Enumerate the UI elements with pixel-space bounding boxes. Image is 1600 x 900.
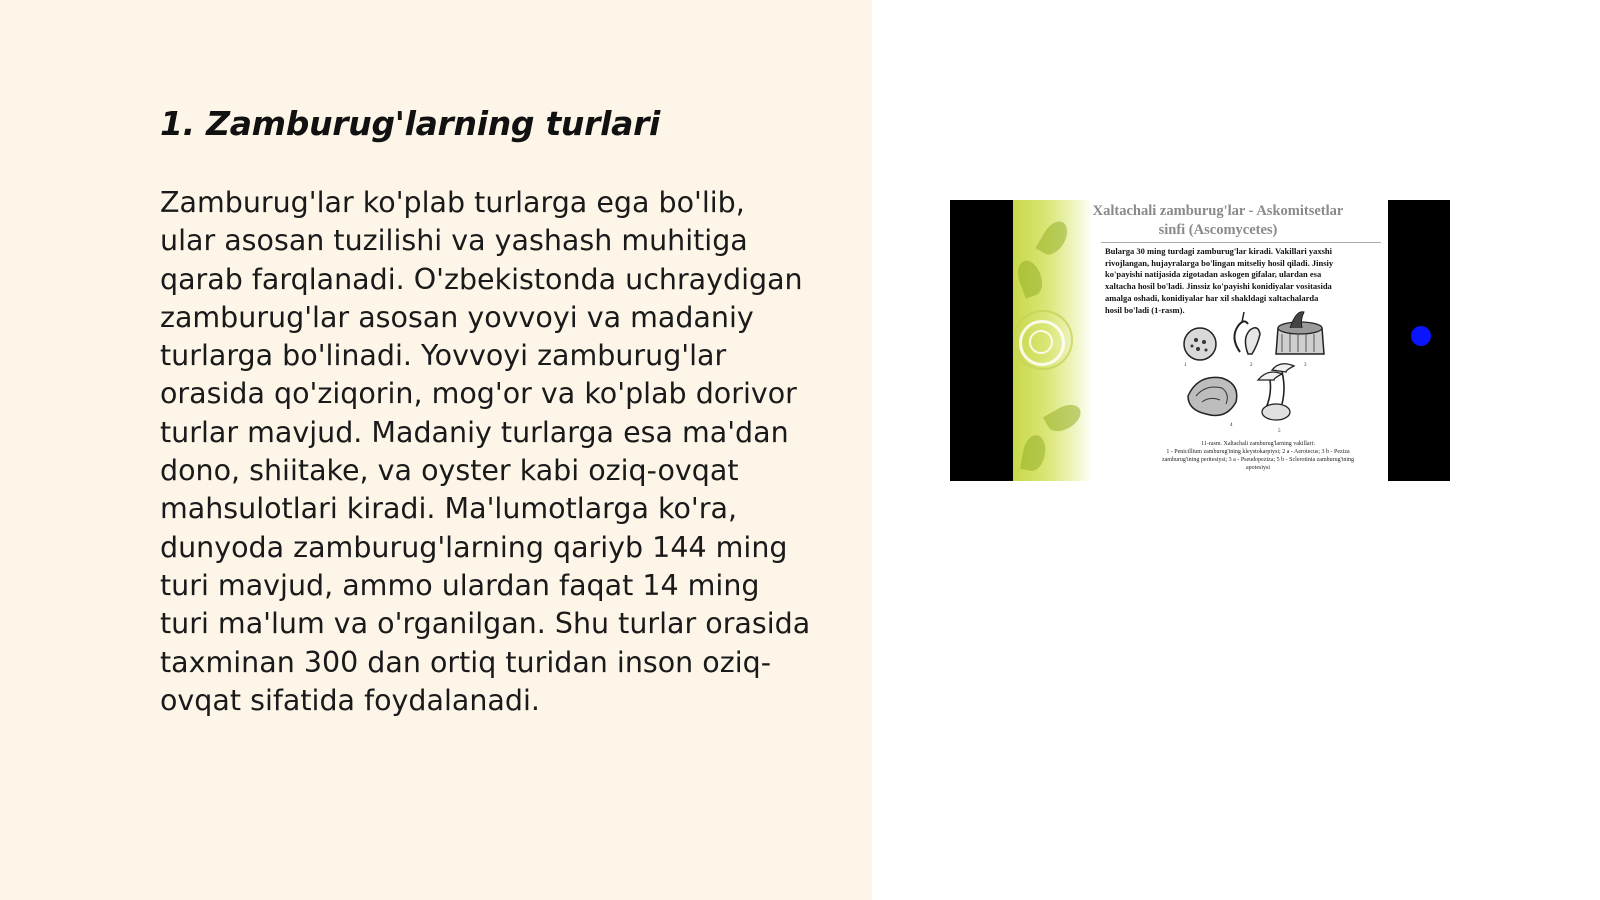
paragraph-line: turlarga bo'linadi. Yovvoyi zamburug'lar: [160, 339, 727, 373]
slide-paragraph-line: ko'payishi natijasida zigotadan askogen gifalar, ulardan esa: [1105, 269, 1322, 280]
cleistothecium-drawing: [1184, 328, 1216, 360]
embedded-slide-image: [950, 200, 1450, 481]
section-heading: 1. Zamburug'larning turlari: [160, 104, 661, 143]
leaf-ornament: [1014, 257, 1047, 298]
pointer-dot: [1411, 326, 1431, 346]
paragraph-line: taxminan 300 dan ortiq turidan inson oziq-: [160, 645, 771, 679]
figure-caption: [1133, 440, 1383, 472]
paragraph-line: orasida qo'ziqorin, mog'or va ko'plab dorivor: [160, 377, 797, 411]
paragraph-line: turi mavjud, ammo ulardan faqat 14 ming: [160, 568, 760, 602]
caption-line: 11-rasm. Xaltachali zamburug'larning vakillari:: [1201, 441, 1315, 447]
slide-paragraph-line: rivojlangan, hujayralarga bo'lingan mitseliy hosil qiladi. Jinsiy: [1105, 257, 1334, 268]
figure-label: 4: [1230, 423, 1233, 428]
section-paragraph: [160, 184, 850, 720]
apothecium-drawing: [1188, 377, 1237, 415]
paragraph-line: mahsulotlari kiradi. Ma'lumotlarga ko'ra,: [160, 492, 737, 526]
slide-paragraph-line: xaltacha hosil bo'ladi. Jinssiz ko'payishi konidiyalar vositasida: [1105, 281, 1332, 292]
fungi-illustration: [1178, 308, 1338, 438]
paragraph-line: turlar mavjud. Madaniy turlarga esa ma'dan: [160, 415, 789, 449]
leaf-ornament: [1043, 399, 1085, 436]
stalked-fungi-drawing: [1258, 364, 1294, 420]
caption-line: zamburug'ining peritesiysi; 3 a - Pseudopeziza; 5 b - Sclerotinia zamburug'ining: [1161, 457, 1355, 463]
paragraph-line: qarab farqlanadi. O'zbekistonda uchraydigan: [160, 262, 803, 296]
paragraph-line: dono, shiitake, va oyster kabi oziq-ovqat: [160, 454, 739, 488]
figure-label: 3: [1304, 363, 1307, 368]
figure-label: 2: [1250, 363, 1253, 368]
paragraph-line: zamburug'lar asosan yovvoyi va madaniy: [160, 300, 754, 334]
slide-paragraph-line: hosil bo'ladi (1-rasm).: [1105, 304, 1185, 315]
caption-line: apotesiysi: [1246, 465, 1270, 471]
ascus-drawing: [1234, 312, 1260, 354]
paragraph-line: ovqat sifatida foydalanadi.: [160, 683, 540, 717]
slide-content: [1013, 200, 1388, 481]
paragraph-line: dunyoda zamburug'larning qariyb 144 ming: [160, 530, 788, 564]
paragraph-line: turi ma'lum va o'rganilgan. Shu turlar orasida: [160, 607, 811, 641]
slide-title: [1053, 202, 1383, 240]
leaf-ornament: [1020, 433, 1048, 472]
slide-divider: [1101, 242, 1381, 243]
slide-title-line: sinfi (Ascomycetes): [1158, 222, 1278, 238]
perithecium-drawing: [1276, 312, 1324, 354]
figure-label: 5: [1278, 429, 1281, 434]
paragraph-line: ular asosan tuzilishi va yashash muhitiga: [160, 224, 748, 258]
floral-decoration: [1013, 200, 1093, 481]
paragraph-line: Zamburug'lar ko'plab turlarga ega bo'lib,: [160, 186, 745, 219]
slide-paragraph-line: Bularga 30 ming turdagi zamburug'lar kiradi. Vakillari yaxshi: [1105, 246, 1333, 256]
slide-paragraph-line: amalga oshadi, konidiyalar har xil shakldagi xaltachalarda: [1105, 292, 1319, 303]
caption-line: 1 - Penicillium zamburug'ining kleystokarpiysi; 2 a - Aerotecus; 3 b - Peziza: [1166, 449, 1350, 455]
slide-title-line: Xaltachali zamburug'lar - Askomitsetlar: [1092, 203, 1344, 219]
slide-paragraph: [1105, 246, 1375, 316]
figure-label: 1: [1184, 363, 1187, 368]
swirl-ornament: [1029, 330, 1053, 354]
